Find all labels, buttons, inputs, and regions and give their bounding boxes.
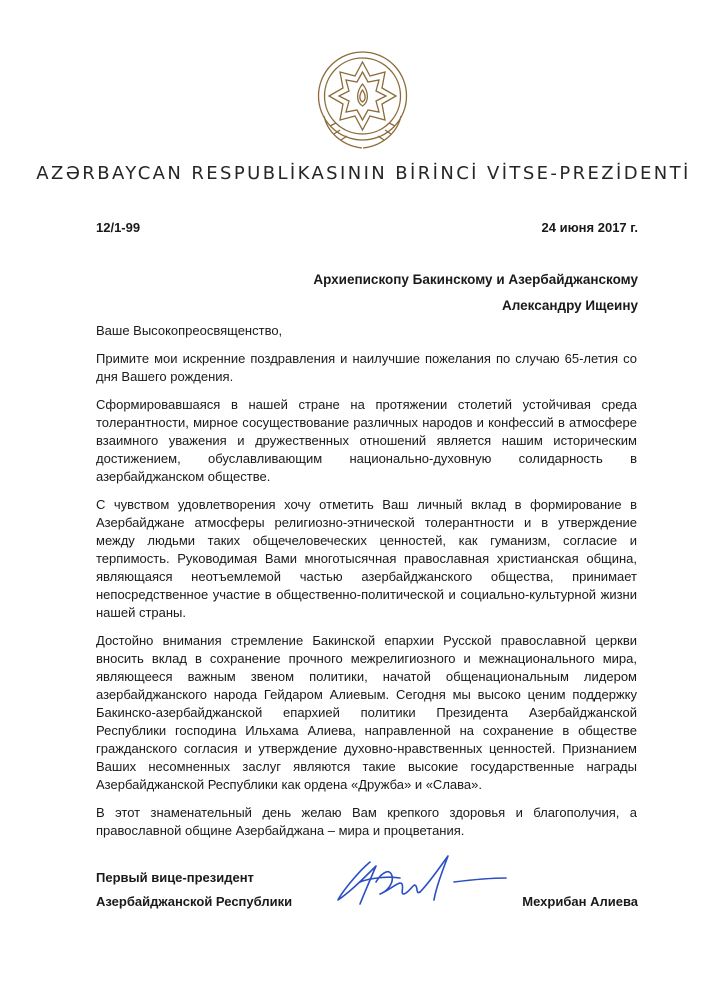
paragraph: В этот знаменательный день желаю Вам крепкого здоровья и благополучия, а православной общине Азербайджана – мира и процветания. (96, 805, 637, 838)
paragraph: Примите мои искренние поздравления и наилучшие пожелания по случаю 65-летия со дня Вашего рождения. (96, 351, 637, 384)
reference-number: 12/1-99 (96, 220, 141, 235)
handwritten-signature (330, 842, 510, 912)
paragraph: С чувством удовлетворения хочу отметить Ваш личный вклад в формирование в Азербайджане атмосферы религиозно-этнической толерантности и в утверждение между людьми таких общечеловеческих ценностей, как гуманизм, согласие и терпимость. Руководимая Вами многотысячная православная христианская община, являющаяся неотъемлемой частью азербайджанского общества, принимает непосредственное участие в общественно-политической и социально-культурной жизни нашей страны. (96, 497, 637, 620)
letterhead-title: AZƏRBAYCAN RESPUBLİKASININ BİRİNCİ VİTSE-PREZİDENTİ (36, 163, 691, 184)
addressee-line-2: Александру Ищеину (501, 298, 638, 313)
letter-date: 24 июня 2017 г. (541, 220, 638, 235)
addressee-line-1: Архиепископу Бакинскому и Азербайджанскому (313, 272, 638, 287)
signatory-title-line-1: Первый вице-президент (96, 870, 254, 885)
signatory-name: Мехрибан Алиева (522, 894, 638, 909)
greeting: Ваше Высокопреосвященство, (96, 323, 283, 338)
paragraph: Сформировавшаяся в нашей стране на протяжении столетий устойчивая среда толерантности, мирное сосуществование различных народов и конфессий в атмосфере взаимного уважения и дружественных отношений является нашим историческим достижением, обуславливающим национально-духовную солидарность в азербайджанском обществе. (96, 397, 637, 484)
paragraph: Достойно внимания стремление Бакинской епархии Русской православной церкви вносить вклад в сохранение прочного межрелигиозного и межнационального мира, являющееся важным звеном политики, начатой общенациональным лидером азербайджанского народа Гейдаром Алиевым. Сегодня мы высоко ценим поддержку Бакинско-азербайджанской епархией политики Президента Азербайджанской Республики господина Ильхама Алиева, направленной на сохранение в обществе гражданского согласия и утверждение духовно-нравственных ценностей. Признанием Ваших несомненных заслуг являются такие высокие государственные награды Азербайджанской Республики как ордена «Дружба» и «Слава». (96, 633, 637, 792)
state-emblem-icon (310, 46, 415, 154)
signatory-title-line-2: Азербайджанской Республики (96, 894, 293, 909)
letter-body (96, 322, 637, 850)
